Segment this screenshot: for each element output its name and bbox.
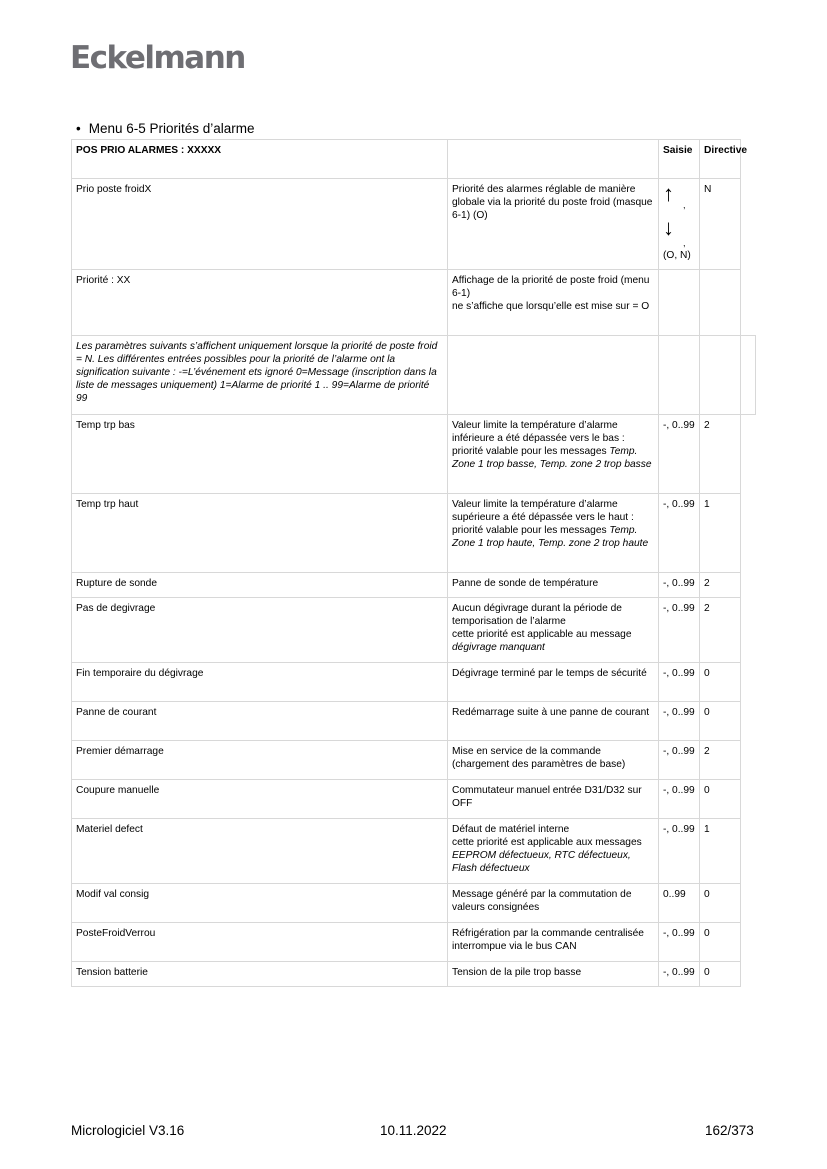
row-input bbox=[659, 179, 700, 270]
row-directive: 1 bbox=[700, 494, 741, 573]
row-description: Affichage de la priorité de poste froid (menu 6-1) ne s’affiche que lorsqu’elle est mise sur = O bbox=[448, 270, 659, 336]
row-input: -, 0..99 bbox=[659, 819, 700, 884]
comma: , bbox=[683, 238, 686, 248]
row-directive: 0 bbox=[700, 923, 741, 962]
row-input: 0..99 bbox=[659, 884, 700, 923]
row-name: Rupture de sonde bbox=[72, 573, 448, 598]
row-name: Prio poste froidX bbox=[72, 179, 448, 270]
row-input: -, 0..99 bbox=[659, 415, 700, 494]
row-directive bbox=[700, 270, 741, 336]
row-input: -, 0..99 bbox=[659, 598, 700, 663]
row-description: Tension de la pile trop basse bbox=[448, 962, 659, 987]
table-row bbox=[72, 780, 741, 819]
row-name: Premier démarrage bbox=[72, 741, 448, 780]
row-name: Temp trp haut bbox=[72, 494, 448, 573]
row-directive: 2 bbox=[700, 741, 741, 780]
table-row bbox=[72, 702, 741, 741]
alarm-priority-table bbox=[71, 139, 748, 987]
row-input: -, 0..99 bbox=[659, 923, 700, 962]
row-description: Message généré par la commutation de valeurs consignées bbox=[448, 884, 659, 923]
desc-text: Valeur limite la température d’alarme inférieure a été dépassée vers le bas : priorité valable pour les messages bbox=[452, 420, 625, 457]
table-row bbox=[72, 573, 741, 598]
row-name: Fin temporaire du dégivrage bbox=[72, 663, 448, 702]
row-description bbox=[448, 598, 659, 663]
row-description: Réfrigération par la commande centralisée interrompue via le bus CAN bbox=[448, 923, 659, 962]
table-row bbox=[72, 819, 741, 884]
table-row bbox=[72, 923, 741, 962]
table-row bbox=[72, 962, 741, 987]
row-input: -, 0..99 bbox=[659, 702, 700, 741]
section-title bbox=[76, 121, 255, 136]
arrow-up-icon: ↑ bbox=[663, 181, 674, 206]
row-directive: 0 bbox=[700, 962, 741, 987]
table-row bbox=[72, 884, 741, 923]
row-name: Modif val consig bbox=[72, 884, 448, 923]
row-name: Temp trp bas bbox=[72, 415, 448, 494]
arrow-down-icon: ↓ bbox=[663, 215, 674, 240]
desc-text: Aucun dégivrage durant la période de temporisation de l’alarme cette priorité est applicable au message bbox=[452, 603, 632, 640]
footer-date: 10.11.2022 bbox=[380, 1123, 447, 1138]
row-directive: 2 bbox=[700, 415, 741, 494]
comma: , bbox=[683, 200, 686, 210]
table-row bbox=[72, 598, 741, 663]
row-directive: N bbox=[700, 179, 741, 270]
desc-italic: EEPROM défectueux, RTC défectueux, Flash défectueux bbox=[452, 850, 631, 874]
row-description bbox=[448, 819, 659, 884]
bullet: • bbox=[76, 121, 81, 136]
table-header-row bbox=[72, 140, 741, 179]
row-description: Commutateur manuel entrée D31/D32 sur OFF bbox=[448, 780, 659, 819]
table-row bbox=[72, 415, 741, 494]
company-logo: Eckelmann bbox=[70, 40, 245, 76]
row-name: Tension batterie bbox=[72, 962, 448, 987]
row-input: -, 0..99 bbox=[659, 741, 700, 780]
table-row bbox=[72, 663, 741, 702]
table-row-note bbox=[72, 336, 741, 415]
row-input: -, 0..99 bbox=[659, 962, 700, 987]
empty-cell bbox=[448, 336, 659, 415]
row-input: -, 0..99 bbox=[659, 494, 700, 573]
row-name: Pas de degivrage bbox=[72, 598, 448, 663]
row-name: Coupure manuelle bbox=[72, 780, 448, 819]
table-row bbox=[72, 270, 741, 336]
row-directive: 0 bbox=[700, 663, 741, 702]
row-input bbox=[659, 270, 700, 336]
header-saisie: Saisie bbox=[659, 140, 700, 179]
row-directive: 2 bbox=[700, 573, 741, 598]
row-directive: 0 bbox=[700, 884, 741, 923]
header-description bbox=[448, 140, 659, 179]
row-description: Mise en service de la commande (chargement des paramètres de base) bbox=[448, 741, 659, 780]
row-description bbox=[448, 494, 659, 573]
header-menu-code: POS PRIO ALARMES : XXXXX bbox=[72, 140, 448, 179]
empty-cell bbox=[659, 336, 700, 415]
section-title-text: Menu 6-5 Priorités d’alarme bbox=[88, 121, 255, 136]
table-row bbox=[72, 494, 741, 573]
footer-page-number: 162/373 bbox=[705, 1123, 754, 1138]
row-note: Les paramètres suivants s’affichent uniquement lorsque la priorité de poste froid = N. Les différentes entrées possibles pour la priorité de l’alarme ont la signification suivante : -=L’événement ets ignoré 0=Message (inscription dans la liste de messages uniquement) 1=Alarme de priorité 1 .. 99=Alarme de priorité 99 bbox=[72, 336, 448, 415]
desc-text: Défaut de matériel interne cette priorité est applicable aux messages bbox=[452, 824, 642, 848]
desc-italic: Temp. Zone 1 trop haute, Temp. zone 2 trop haute bbox=[452, 525, 649, 549]
row-input: -, 0..99 bbox=[659, 780, 700, 819]
table-row bbox=[72, 179, 741, 270]
row-directive: 0 bbox=[700, 780, 741, 819]
desc-italic: dégivrage manquant bbox=[452, 642, 545, 653]
row-name: Materiel defect bbox=[72, 819, 448, 884]
row-input: -, 0..99 bbox=[659, 663, 700, 702]
row-description: Redémarrage suite à une panne de courant bbox=[448, 702, 659, 741]
row-directive: 2 bbox=[700, 598, 741, 663]
table-row bbox=[72, 741, 741, 780]
header-directive: Directive bbox=[700, 140, 741, 179]
row-description: Dégivrage terminé par le temps de sécurité bbox=[448, 663, 659, 702]
row-input: -, 0..99 bbox=[659, 573, 700, 598]
row-directive: 0 bbox=[700, 702, 741, 741]
row-description bbox=[448, 415, 659, 494]
footer-firmware: Micrologiciel V3.16 bbox=[71, 1123, 185, 1138]
empty-cell bbox=[700, 336, 741, 415]
desc-text: Valeur limite la température d’alarme supérieure a été dépassée vers le haut : priorité valable pour les messages bbox=[452, 499, 634, 536]
row-directive: 1 bbox=[700, 819, 741, 884]
table-overflow-cell bbox=[740, 335, 756, 415]
row-name: Priorité : XX bbox=[72, 270, 448, 336]
row-name: Panne de courant bbox=[72, 702, 448, 741]
input-options: (O, N) bbox=[663, 250, 691, 261]
row-description: Priorité des alarmes réglable de manière globale via la priorité du poste froid (masque 6-1) (O) bbox=[448, 179, 659, 270]
row-description: Panne de sonde de température bbox=[448, 573, 659, 598]
row-name: PosteFroidVerrou bbox=[72, 923, 448, 962]
desc-italic: Temp. Zone 1 trop basse, Temp. zone 2 trop basse bbox=[452, 446, 652, 470]
